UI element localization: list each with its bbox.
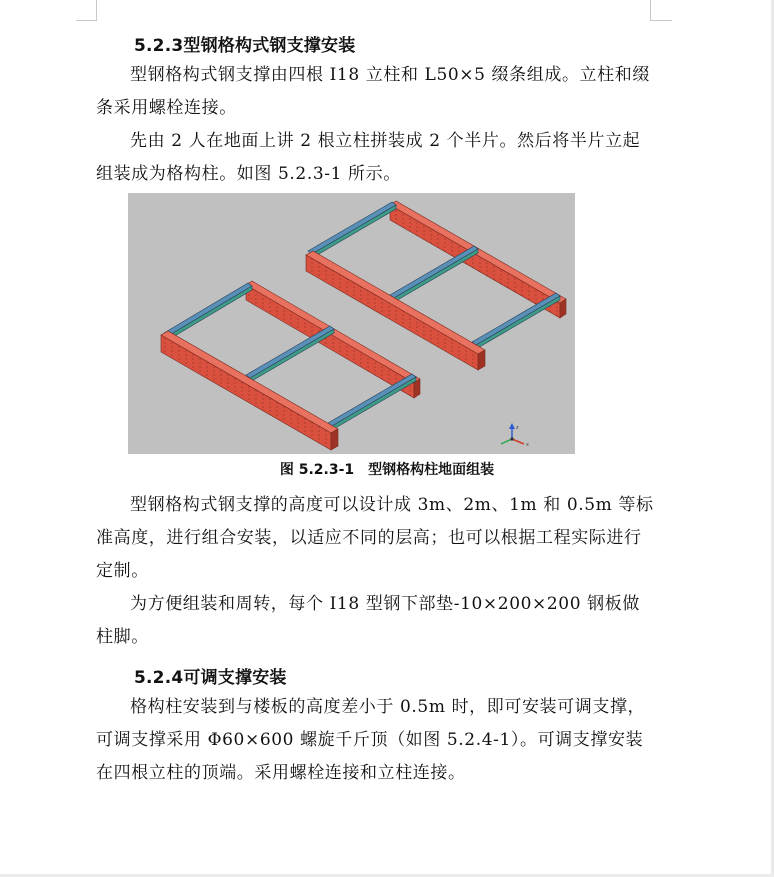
figure-caption: 图 5.2.3-1 型钢格构柱地面组装 — [279, 462, 495, 478]
left-frame-front-beam — [161, 331, 338, 450]
crop-mark-left-v — [96, 0, 97, 20]
right-frame-strip-middle — [390, 246, 478, 302]
crop-mark-right-v — [650, 0, 651, 20]
left-frame-strip-bottom — [328, 374, 416, 430]
section-heading-5-2-4: 5.2.4可调支撑安装 — [134, 668, 287, 688]
figure-lattice-column-ground-assembly — [128, 193, 575, 454]
paragraph-adjustable-support: 格构柱安装到与楼板的高度差小于 0.5m 时，即可安装可调支撑，可调支撑采用 Φ60×600 螺旋千斤顶（如图 5.2.4-1）。可调支撑安装在四根立柱的顶端。采用螺栓连接和立柱连接。 — [96, 697, 646, 783]
paragraph-composition: 型钢格构式钢支撑由四根 I18 立柱和 L50×5 缀条组成。立柱和缀条采用螺栓连接。 — [96, 65, 650, 118]
section-heading-5-2-3: 5.2.3型钢格构式钢支撑安装 — [134, 36, 356, 56]
paragraph-column-foot-plate: 为方便组装和周转，每个 I18 型钢下部垫-10×200×200 钢板做柱脚。 — [96, 594, 640, 647]
right-frame-strip-bottom — [472, 293, 560, 349]
right-frame-front-beam — [306, 251, 485, 370]
right-frame-back-beam — [390, 201, 566, 318]
right-frame-strip-top — [308, 202, 396, 258]
paragraph-standard-heights: 型钢格构式钢支撑的高度可以设计成 3m、2m、1m 和 0.5m 等标准高度，进行组合安装，以适应不同的层高；也可以根据工程实际进行定制。 — [96, 495, 654, 581]
crop-mark-right-h — [650, 20, 672, 21]
left-frame-strip-middle — [246, 326, 334, 382]
paragraph-assembly-steps: 先由 2 人在地面上讲 2 根立柱拼装成 2 个半片。然后将半片立起组装成为格构柱。如图 5.2.3-1 所示。 — [96, 131, 641, 184]
svg-text:z: z — [516, 425, 519, 431]
svg-text:x: x — [526, 442, 529, 448]
axis-gizmo-icon — [501, 423, 529, 448]
left-frame-strip-top — [164, 283, 252, 340]
crop-mark-left-h — [76, 20, 97, 21]
